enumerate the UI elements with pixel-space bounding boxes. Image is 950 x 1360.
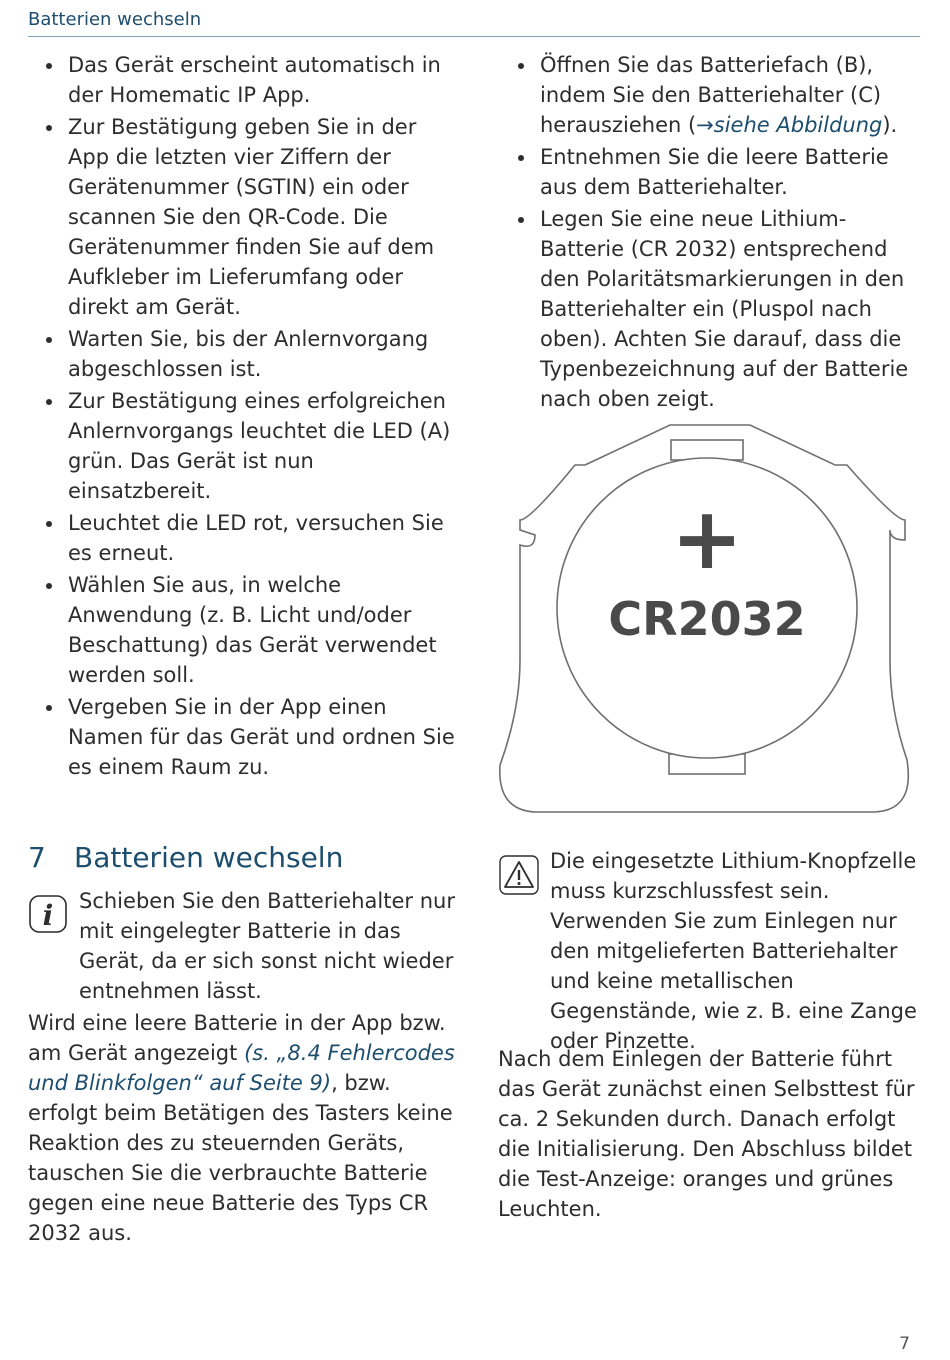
right-steps <box>500 50 920 416</box>
list-item: Wählen Sie aus, in welche Anwendung (z. B. Licht und/oder Beschattung) das Gerät verwendet werden soll. <box>28 570 458 690</box>
section-title: Batterien wechseln <box>74 841 344 874</box>
warning-note <box>498 846 922 1056</box>
step1-text: Öffnen Sie das Batteriefach (B), indem Sie den Batteriehalter (C) herausziehen ( <box>540 53 882 137</box>
info-icon <box>28 894 68 934</box>
plus-symbol: + <box>670 489 744 589</box>
section-number: 7 <box>28 841 46 874</box>
header-title: Batterien wechseln <box>28 9 202 30</box>
list-item: Vergeben Sie in der App einen Namen für das Gerät und ordnen Sie es einem Raum zu. <box>28 692 458 782</box>
list-item: Das Gerät erscheint automatisch in der Homematic IP App. <box>28 50 458 110</box>
list-item: Legen Sie eine neue Lithium-Batterie (CR 2032) entsprechend den Polaritätsmarkierungen in den Batteriehalter ein (Pluspol nach oben). Achten Sie darauf, dass die Typenbezeichnung auf der Batterie nach oben zeigt. <box>500 204 920 414</box>
paragraph-text: Wird eine leere Batterie in der App bzw. am Gerät angezeigt <box>28 1011 446 1065</box>
page-header <box>28 8 920 37</box>
list-item: Leuchtet die LED rot, versuchen Sie es erneut. <box>28 508 458 568</box>
page-number: 7 <box>899 1334 910 1354</box>
step1-end: ). <box>882 113 898 137</box>
selftest-paragraph: Nach dem Einlegen der Batterie führt das Gerät zunächst einen Selbsttest für ca. 2 Sekunden durch. Danach erfolgt die Initialisierung. Den Abschluss bildet die Test-Anzeige: oranges und grünes Leuchten. <box>498 1047 915 1221</box>
paragraph-text: , bzw. erfolgt beim Betätigen des Tasters keine Reaktion des zu steuernden Geräts, tauschen Sie die verbrauchte Batterie gegen eine neue Batterie des Typs CR 2032 aus. <box>28 1071 453 1245</box>
list-item: Warten Sie, bis der Anlernvorgang abgeschlossen ist. <box>28 324 458 384</box>
svg-text:i: i <box>42 899 54 932</box>
warning-note-text: Die eingesetzte Lithium-Knopfzelle muss kurzschlussfest sein. Verwenden Sie zum Einlegen nur den mitgelieferten Batteriehalter und keine metallischen Gegenstände, wie z. B. eine Zange oder Pinzette. <box>550 849 917 1053</box>
figure-link[interactable]: siehe Abbildung <box>713 113 883 137</box>
warning-icon <box>498 854 540 896</box>
section-heading <box>28 840 343 876</box>
info-note-text: Schieben Sie den Batteriehalter nur mit eingelegter Batterie in das Gerät, da er sich sonst nicht wieder entnehmen lässt. <box>79 889 455 1003</box>
arrow-icon: → <box>696 113 714 137</box>
error-codes-link[interactable]: (s. „8.4 Fehlercodes und Blinkfolgen“ auf Seite 9) <box>28 1041 455 1095</box>
info-note <box>28 886 458 1006</box>
list-item: Zur Bestätigung geben Sie in der App die letzten vier Ziffern der Gerätenummer (SGTIN) ein oder scannen Sie den QR-Code. Die Gerätenummer finden Sie auf dem Aufkleber im Lieferumfang oder direkt am Gerät. <box>28 112 458 322</box>
list-item: Entnehmen Sie die leere Batterie aus dem Batteriehalter. <box>500 142 920 202</box>
battery-holder-figure <box>495 420 925 815</box>
left-steps <box>28 50 458 784</box>
battery-label: CR2032 <box>608 592 806 646</box>
battery-paragraph <box>28 1008 460 1248</box>
list-item: Zur Bestätigung eines erfolgreichen Anlernvorgangs leuchtet die LED (A) grün. Das Gerät ist nun einsatzbereit. <box>28 386 458 506</box>
list-item <box>500 50 920 140</box>
